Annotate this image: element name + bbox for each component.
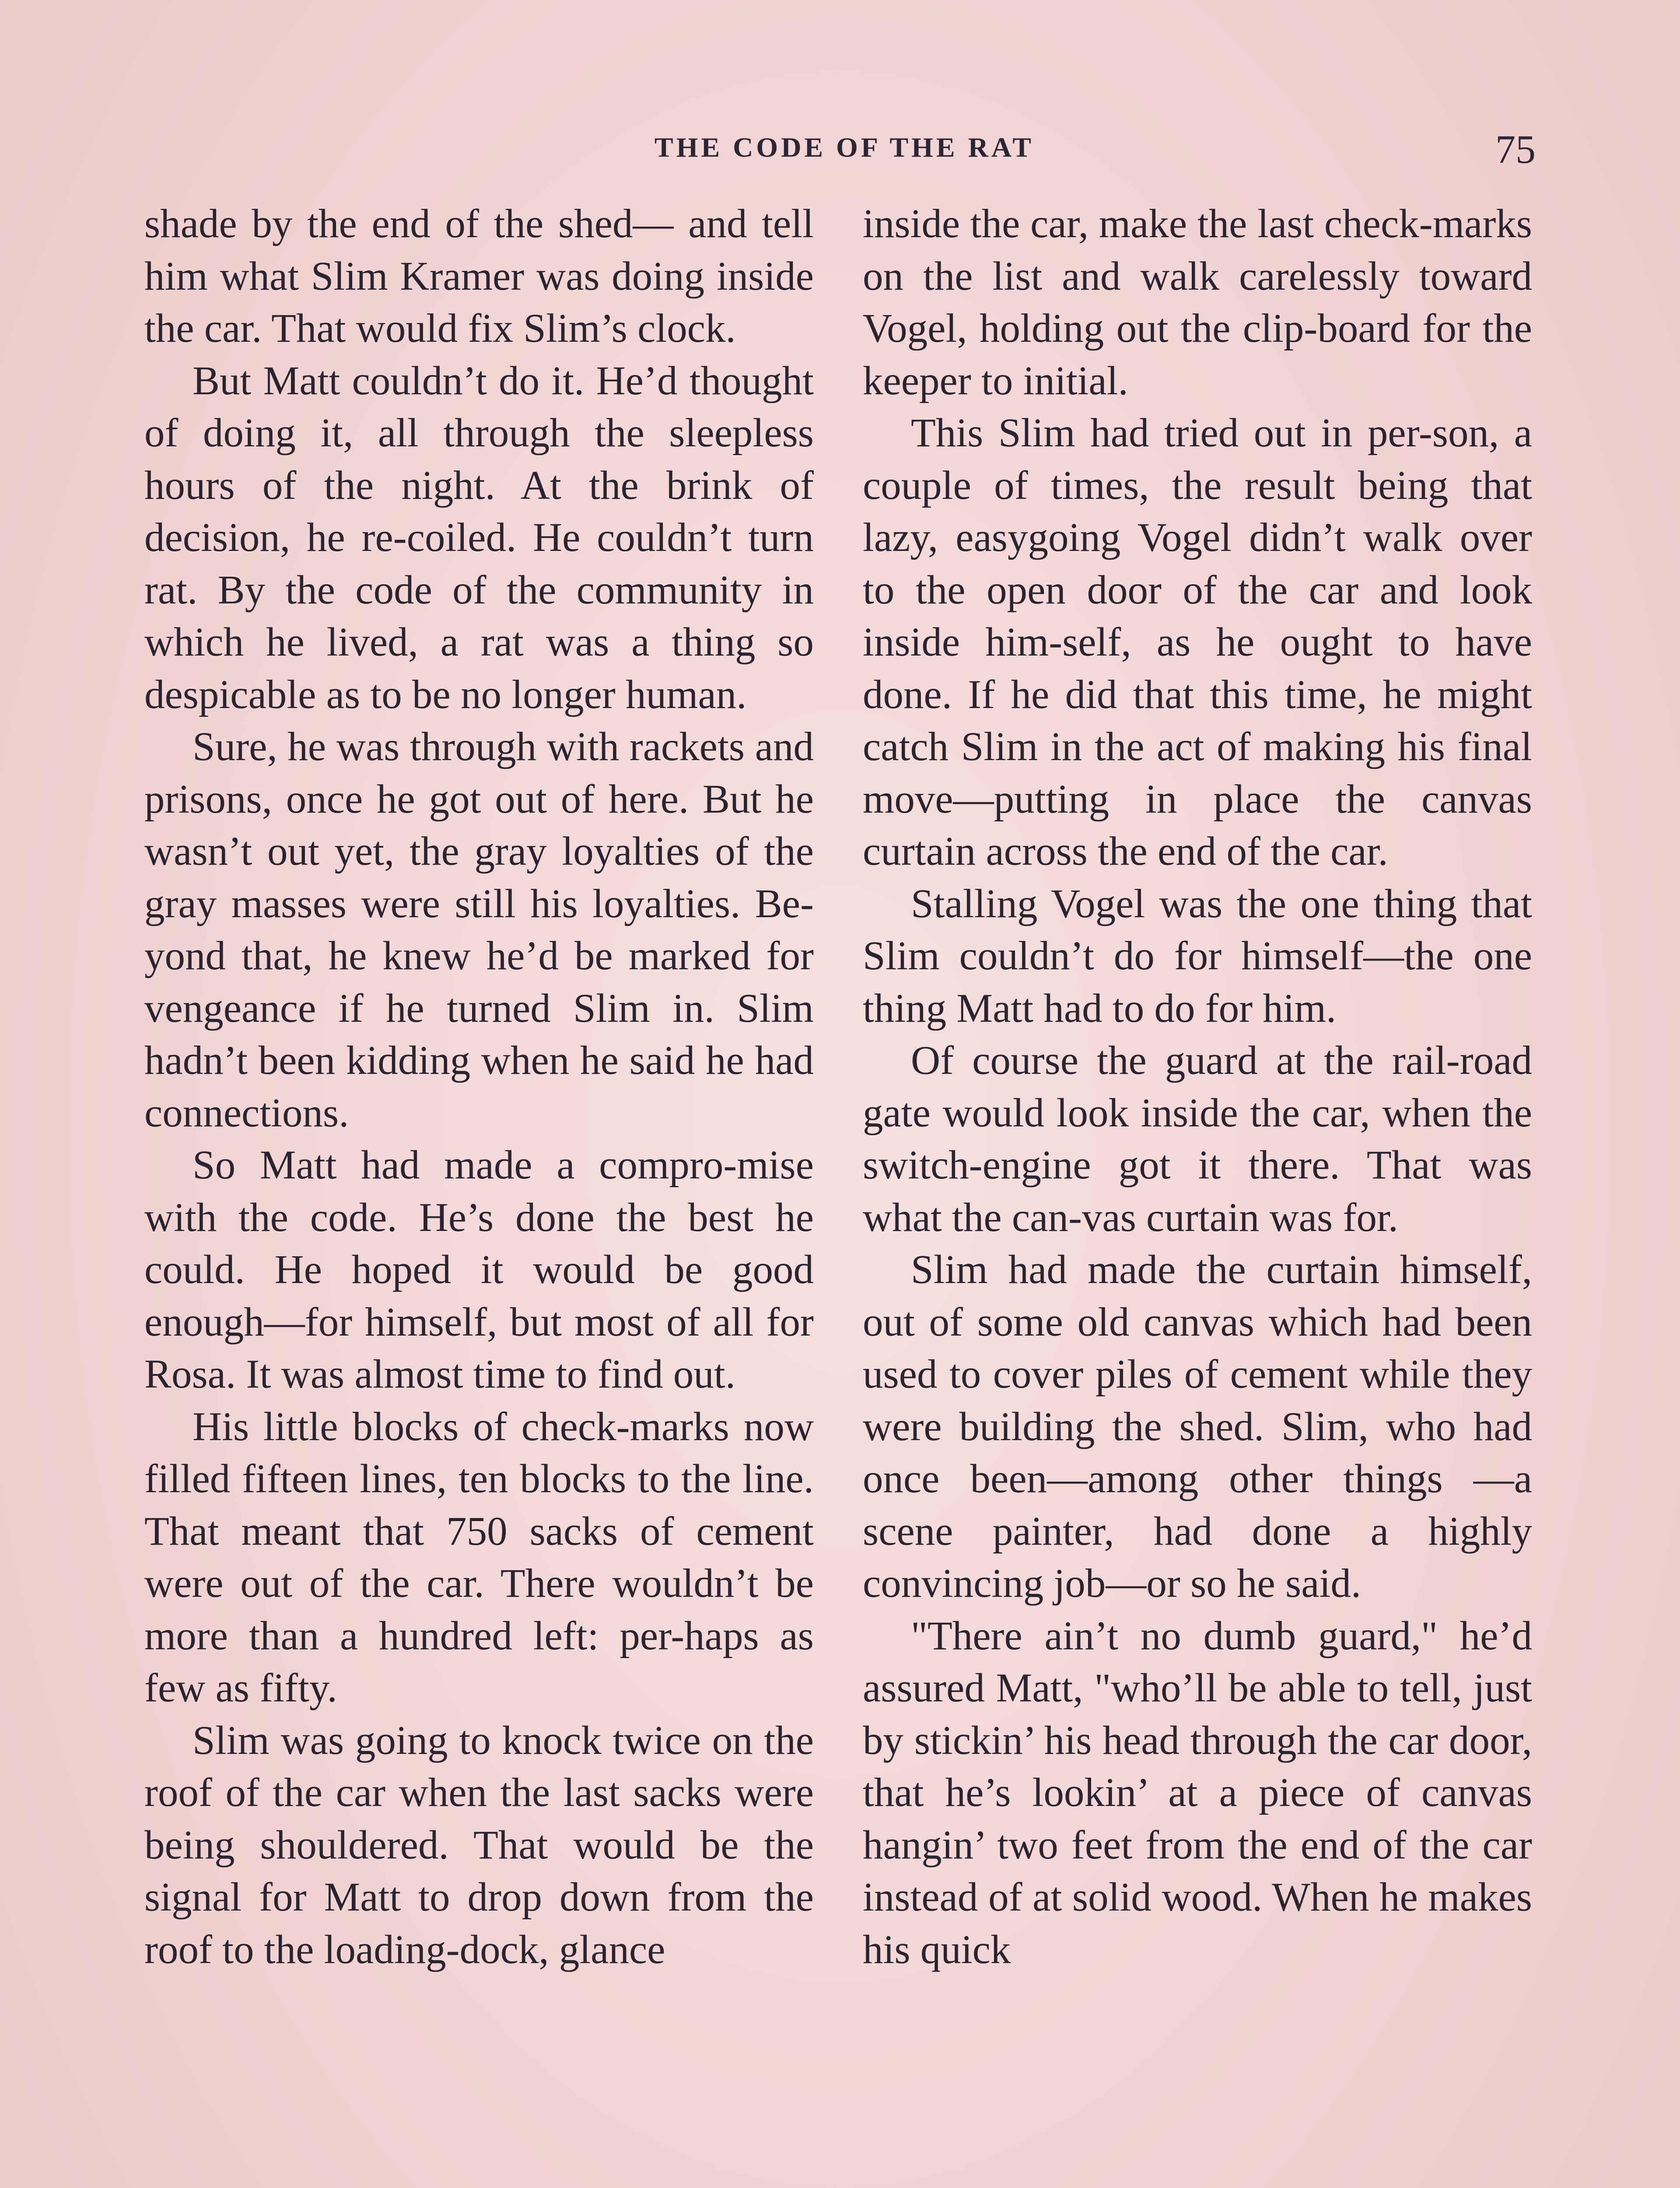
page-number: 75: [1495, 127, 1536, 172]
left-column: [144, 198, 814, 1976]
paragraph: Sure, he was through with rackets and prisons, once he got out of here. But he wasn’t out yet, the gray loyalties of the gray masses were still his loyalties. Be-yond that, he knew he’d be marked for vengeance if he turned Slim in. Slim hadn’t been kidding when he said he had connections.: [144, 724, 814, 1136]
paragraph: Slim had made the curtain himself, out of some old canvas which had been used to cover piles of cement while they were building the shed. Slim, who had once been—among other things —a scene painter, had done a highly convincing job—or so he said.: [863, 1247, 1532, 1606]
running-title: THE CODE OF THE RAT: [654, 132, 1034, 163]
paragraph: So Matt had made a compro-mise with the code. He’s done the best he could. He hoped it would be good enough—for himself, but most of all for Rosa. It was almost time to find out.: [144, 1143, 814, 1397]
right-column: [863, 198, 1532, 1976]
paragraph: His little blocks of check-marks now filled fifteen lines, ten blocks to the line. That meant that 750 sacks of cement were out of the car. There wouldn’t be more than a hundred left: per-haps as few as fifty.: [144, 1404, 814, 1711]
paragraph: inside the car, make the last check-marks on the list and walk carelessly toward Vogel, holding out the clip-board for the keeper to initial.: [863, 201, 1532, 403]
paragraph: But Matt couldn’t do it. He’d thought of doing it, all through the sleepless hours of the night. At the brink of decision, he re-coiled. He couldn’t turn rat. By the code of the community in which he lived, a rat was a thing so despicable as to be no longer human.: [144, 358, 814, 717]
paragraph: Of course the guard at the rail-road gate would look inside the car, when the switch-engine got it there. That was what the can-vas curtain was for.: [863, 1038, 1532, 1240]
paragraph: Stalling Vogel was the one thing that Slim couldn’t do for himself—the one thing Matt had to do for him.: [863, 881, 1532, 1031]
paragraph: This Slim had tried out in per-son, a couple of times, the result being that lazy, easygoing Vogel didn’t walk over to the open door of the car and look inside him-self, as he ought to have done. If he did that this time, he might catch Slim in the act of making his final move—putting in place the canvas curtain across the end of the car.: [863, 410, 1532, 874]
paragraph: shade by the end of the shed— and tell him what Slim Kramer was doing inside the car. That would fix Slim’s clock.: [144, 201, 814, 351]
paragraph: Slim was going to knock twice on the roof of the car when the last sacks were being shouldered. That would be the signal for Matt to drop down from the roof to the loading-dock, glance: [144, 1718, 814, 1972]
paragraph: "There ain’t no dumb guard," he’d assured Matt, "who’ll be able to tell, just by stickin’ his head through the car door, that he’s lookin’ at a piece of canvas hangin’ two feet from the end of the car instead of at solid wood. When he makes his quick: [863, 1613, 1532, 1972]
